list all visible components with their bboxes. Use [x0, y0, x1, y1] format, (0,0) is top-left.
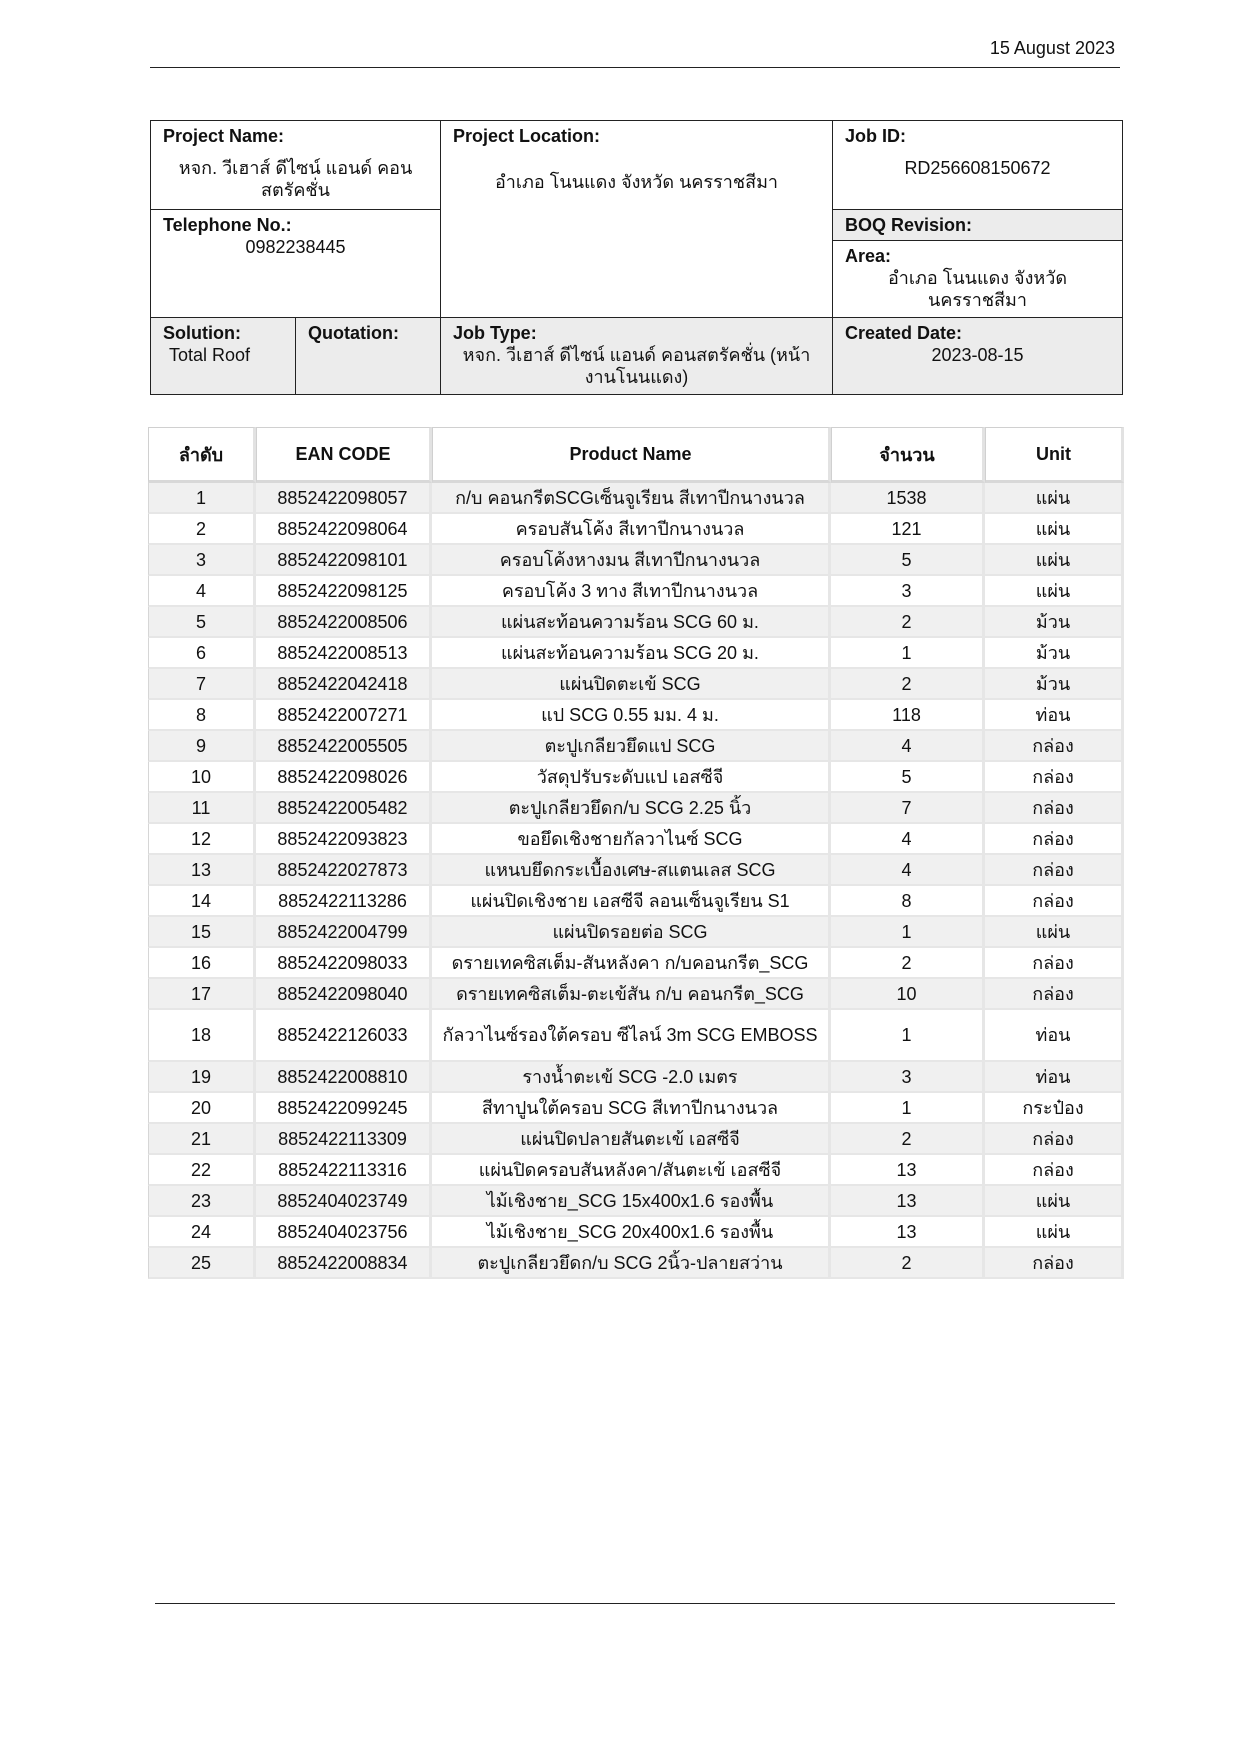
- table-row: [148, 948, 1124, 979]
- cell-quantity: 2: [831, 607, 985, 638]
- solution-cell: [151, 318, 296, 395]
- cell-product-name: แผ่นปิดตะเข้ SCG: [432, 669, 831, 700]
- cell-product-name: แผ่นปิดครอบสันหลังคา/สันตะเข้ เอสซีจี: [432, 1155, 831, 1186]
- cell-ean-code: 8852422027873: [256, 855, 432, 886]
- cell-unit: กล่อง: [985, 1124, 1124, 1155]
- cell-quantity: 2: [831, 948, 985, 979]
- cell-product-name: ตะปูเกลียวยึดก/บ SCG 2.25 นิ้ว: [432, 793, 831, 824]
- project-location-label: Project Location:: [453, 126, 601, 146]
- cell-product-name: ดรายเทคซิสเต็ม-สันหลังคา ก/บคอนกรีต_SCG: [432, 948, 831, 979]
- cell-unit: แผ่น: [985, 545, 1124, 576]
- table-row: [148, 545, 1124, 576]
- table-row: [148, 576, 1124, 607]
- cell-product-name: ดรายเทคซิสเต็ม-ตะเข้สัน ก/บ คอนกรีต_SCG: [432, 979, 831, 1010]
- job-id-label: Job ID:: [845, 126, 907, 146]
- cell-product-name: แผ่นปิดเชิงชาย เอสซีจี ลอนเซ็นจูเรียน S1: [432, 886, 831, 917]
- created-date-cell: [833, 318, 1123, 395]
- cell-quantity: 1: [831, 917, 985, 948]
- cell-quantity: 5: [831, 762, 985, 793]
- table-row: [148, 1093, 1124, 1124]
- document-date: 15 August 2023: [989, 38, 1115, 58]
- cell-product-name: ก/บ คอนกรีตSCGเซ็นจูเรียน สีเทาปีกนางนวล: [432, 483, 831, 514]
- cell-quantity: 13: [831, 1155, 985, 1186]
- cell-order: 6: [148, 638, 256, 669]
- cell-ean-code: 8852422113309: [256, 1124, 432, 1155]
- product-rows: [148, 483, 1124, 1279]
- table-row: [148, 762, 1124, 793]
- quotation-cell: [296, 318, 441, 395]
- telephone-label: Telephone No.:: [163, 215, 292, 235]
- solution-label: Solution:: [163, 323, 241, 343]
- cell-quantity: 1: [831, 1093, 985, 1124]
- cell-order: 15: [148, 917, 256, 948]
- cell-order: 10: [148, 762, 256, 793]
- cell-ean-code: 8852422008834: [256, 1248, 432, 1279]
- project-info-table: [150, 120, 1123, 395]
- cell-quantity: 7: [831, 793, 985, 824]
- table-row: [148, 1155, 1124, 1186]
- created-date-label: Created Date:: [845, 323, 963, 343]
- cell-order: 21: [148, 1124, 256, 1155]
- cell-product-name: ไม้เชิงชาย_SCG 20x400x1.6 รองพื้น: [432, 1217, 831, 1248]
- cell-quantity: 8: [831, 886, 985, 917]
- table-row: [148, 1217, 1124, 1248]
- cell-product-name: แป SCG 0.55 มม. 4 ม.: [432, 700, 831, 731]
- cell-product-name: ขอยึดเชิงชายกัลวาไนซ์ SCG: [432, 824, 831, 855]
- cell-quantity: 118: [831, 700, 985, 731]
- cell-quantity: 1: [831, 638, 985, 669]
- job-id-cell: [833, 121, 1123, 210]
- cell-order: 11: [148, 793, 256, 824]
- cell-ean-code: 8852422099245: [256, 1093, 432, 1124]
- cell-product-name: รางน้ำตะเข้ SCG -2.0 เมตร: [432, 1062, 831, 1093]
- table-row: [148, 917, 1124, 948]
- cell-quantity: 121: [831, 514, 985, 545]
- table-row: [148, 886, 1124, 917]
- cell-unit: กล่อง: [985, 948, 1124, 979]
- cell-order: 14: [148, 886, 256, 917]
- cell-ean-code: 8852422113316: [256, 1155, 432, 1186]
- cell-unit: แผ่น: [985, 514, 1124, 545]
- cell-order: 8: [148, 700, 256, 731]
- cell-unit: ม้วน: [985, 607, 1124, 638]
- project-name-cell: [151, 121, 441, 210]
- cell-ean-code: 8852422093823: [256, 824, 432, 855]
- cell-unit: ท่อน: [985, 700, 1124, 731]
- column-header-ean: EAN CODE: [256, 427, 432, 483]
- cell-quantity: 2: [831, 669, 985, 700]
- project-name-value: หจก. วีเฮาส์ ดีไซน์ แอนด์ คอน สตรัคชั่น: [178, 158, 413, 200]
- cell-ean-code: 8852422126033: [256, 1010, 432, 1062]
- cell-ean-code: 8852422098057: [256, 483, 432, 514]
- cell-unit: กล่อง: [985, 731, 1124, 762]
- cell-order: 25: [148, 1248, 256, 1279]
- cell-product-name: ครอบโค้งหางมน สีเทาปีกนางนวล: [432, 545, 831, 576]
- column-header-order: ลำดับ: [148, 427, 256, 483]
- cell-ean-code: 8852422098033: [256, 948, 432, 979]
- cell-product-name: ไม้เชิงชาย_SCG 15x400x1.6 รองพื้น: [432, 1186, 831, 1217]
- cell-unit: แผ่น: [985, 576, 1124, 607]
- cell-quantity: 4: [831, 824, 985, 855]
- cell-ean-code: 8852422098101: [256, 545, 432, 576]
- cell-unit: กล่อง: [985, 762, 1124, 793]
- solution-value: Total Roof: [169, 345, 251, 365]
- cell-quantity: 4: [831, 731, 985, 762]
- cell-unit: กล่อง: [985, 1155, 1124, 1186]
- cell-quantity: 1: [831, 1010, 985, 1062]
- cell-quantity: 2: [831, 1248, 985, 1279]
- boq-revision-label: BOQ Revision:: [845, 215, 973, 235]
- job-type-cell: [441, 318, 833, 395]
- cell-order: 19: [148, 1062, 256, 1093]
- cell-ean-code: 8852422098040: [256, 979, 432, 1010]
- table-row: [148, 514, 1124, 545]
- cell-product-name: แผ่นปิดปลายสันตะเข้ เอสซีจี: [432, 1124, 831, 1155]
- cell-ean-code: 8852422007271: [256, 700, 432, 731]
- cell-unit: แผ่น: [985, 917, 1124, 948]
- cell-product-name: แผ่นสะท้อนความร้อน SCG 20 ม.: [432, 638, 831, 669]
- telephone-value: 0982238445: [245, 237, 346, 257]
- cell-product-name: แผ่นสะท้อนความร้อน SCG 60 ม.: [432, 607, 831, 638]
- cell-ean-code: 8852422042418: [256, 669, 432, 700]
- area-label: Area:: [845, 246, 892, 266]
- cell-product-name: วัสดุปรับระดับแป เอสซีจี: [432, 762, 831, 793]
- header-divider: [150, 67, 1120, 68]
- cell-quantity: 4: [831, 855, 985, 886]
- cell-order: 18: [148, 1010, 256, 1062]
- cell-quantity: 10: [831, 979, 985, 1010]
- table-row: [148, 483, 1124, 514]
- column-header-quantity: จำนวน: [831, 427, 985, 483]
- cell-ean-code: 8852404023749: [256, 1186, 432, 1217]
- table-row: [148, 824, 1124, 855]
- cell-unit: ม้วน: [985, 669, 1124, 700]
- quotation-label: Quotation:: [308, 323, 399, 343]
- column-header-product: Product Name: [432, 427, 831, 483]
- cell-order: 24: [148, 1217, 256, 1248]
- cell-product-name: ครอบสันโค้ง สีเทาปีกนางนวล: [432, 514, 831, 545]
- cell-unit: กระป๋อง: [985, 1093, 1124, 1124]
- area-value: อำเภอ โนนแดง จังหวัด นครราชสีมา: [887, 268, 1068, 310]
- product-table: [148, 427, 1124, 1279]
- cell-quantity: 3: [831, 576, 985, 607]
- cell-unit: ท่อน: [985, 1062, 1124, 1093]
- project-location-cell: [441, 121, 833, 318]
- cell-order: 20: [148, 1093, 256, 1124]
- table-row: [148, 1010, 1124, 1062]
- project-name-label: Project Name:: [163, 126, 285, 146]
- cell-unit: ม้วน: [985, 638, 1124, 669]
- cell-order: 3: [148, 545, 256, 576]
- table-row: [148, 793, 1124, 824]
- cell-order: 5: [148, 607, 256, 638]
- cell-quantity: 13: [831, 1186, 985, 1217]
- cell-ean-code: 8852422004799: [256, 917, 432, 948]
- cell-quantity: 3: [831, 1062, 985, 1093]
- cell-ean-code: 8852404023756: [256, 1217, 432, 1248]
- table-row: [148, 1062, 1124, 1093]
- table-row: [148, 979, 1124, 1010]
- cell-ean-code: 8852422113286: [256, 886, 432, 917]
- cell-ean-code: 8852422005505: [256, 731, 432, 762]
- column-header-unit: Unit: [985, 427, 1124, 483]
- table-row: [148, 855, 1124, 886]
- cell-product-name: ตะปูเกลียวยึดแป SCG: [432, 731, 831, 762]
- cell-quantity: 1538: [831, 483, 985, 514]
- cell-order: 9: [148, 731, 256, 762]
- cell-unit: กล่อง: [985, 886, 1124, 917]
- cell-order: 22: [148, 1155, 256, 1186]
- table-row: [148, 1186, 1124, 1217]
- area-cell: [833, 241, 1123, 318]
- table-row: [148, 1124, 1124, 1155]
- cell-product-name: แหนบยึดกระเบื้องเศษ-สแตนเลส SCG: [432, 855, 831, 886]
- cell-unit: กล่อง: [985, 824, 1124, 855]
- cell-ean-code: 8852422098026: [256, 762, 432, 793]
- table-row: [148, 669, 1124, 700]
- cell-order: 17: [148, 979, 256, 1010]
- table-row: [148, 638, 1124, 669]
- cell-unit: กล่อง: [985, 855, 1124, 886]
- cell-order: 12: [148, 824, 256, 855]
- table-row: [148, 731, 1124, 762]
- cell-unit: ท่อน: [985, 1010, 1124, 1062]
- table-row: [148, 700, 1124, 731]
- cell-order: 13: [148, 855, 256, 886]
- cell-order: 23: [148, 1186, 256, 1217]
- boq-revision-cell: [833, 210, 1123, 241]
- cell-product-name: ครอบโค้ง 3 ทาง สีเทาปีกนางนวล: [432, 576, 831, 607]
- cell-unit: กล่อง: [985, 793, 1124, 824]
- cell-product-name: กัลวาไนซ์รองใต้ครอบ ซีไลน์ 3m SCG EMBOSS: [432, 1010, 831, 1062]
- cell-ean-code: 8852422008506: [256, 607, 432, 638]
- cell-product-name: ตะปูเกลียวยึดก/บ SCG 2นิ้ว-ปลายสว่าน: [432, 1248, 831, 1279]
- cell-order: 16: [148, 948, 256, 979]
- cell-order: 4: [148, 576, 256, 607]
- cell-order: 7: [148, 669, 256, 700]
- cell-unit: แผ่น: [985, 483, 1124, 514]
- cell-ean-code: 8852422008513: [256, 638, 432, 669]
- cell-ean-code: 8852422008810: [256, 1062, 432, 1093]
- job-id-value: RD256608150672: [904, 158, 1051, 178]
- cell-order: 1: [148, 483, 256, 514]
- cell-product-name: แผ่นปิดรอยต่อ SCG: [432, 917, 831, 948]
- cell-unit: กล่อง: [985, 1248, 1124, 1279]
- cell-order: 2: [148, 514, 256, 545]
- cell-unit: กล่อง: [985, 979, 1124, 1010]
- created-date-value: 2023-08-15: [931, 345, 1024, 365]
- footer-divider: [155, 1603, 1115, 1604]
- cell-quantity: 2: [831, 1124, 985, 1155]
- project-location-value: อำเภอ โนนแดง จังหวัด นครราชสีมา: [494, 172, 779, 192]
- table-row: [148, 1248, 1124, 1279]
- cell-quantity: 5: [831, 545, 985, 576]
- cell-unit: แผ่น: [985, 1186, 1124, 1217]
- table-row: [148, 607, 1124, 638]
- job-type-value: หจก. วีเฮาส์ ดีไซน์ แอนด์ คอนสตรัคชั่น (หน้างานโนนแดง): [462, 345, 811, 387]
- cell-product-name: สีทาปูนใต้ครอบ SCG สีเทาปีกนางนวล: [432, 1093, 831, 1124]
- telephone-cell: [151, 210, 441, 318]
- cell-ean-code: 8852422098125: [256, 576, 432, 607]
- cell-ean-code: 8852422098064: [256, 514, 432, 545]
- job-type-label: Job Type:: [453, 323, 537, 343]
- cell-ean-code: 8852422005482: [256, 793, 432, 824]
- cell-unit: แผ่น: [985, 1217, 1124, 1248]
- cell-quantity: 13: [831, 1217, 985, 1248]
